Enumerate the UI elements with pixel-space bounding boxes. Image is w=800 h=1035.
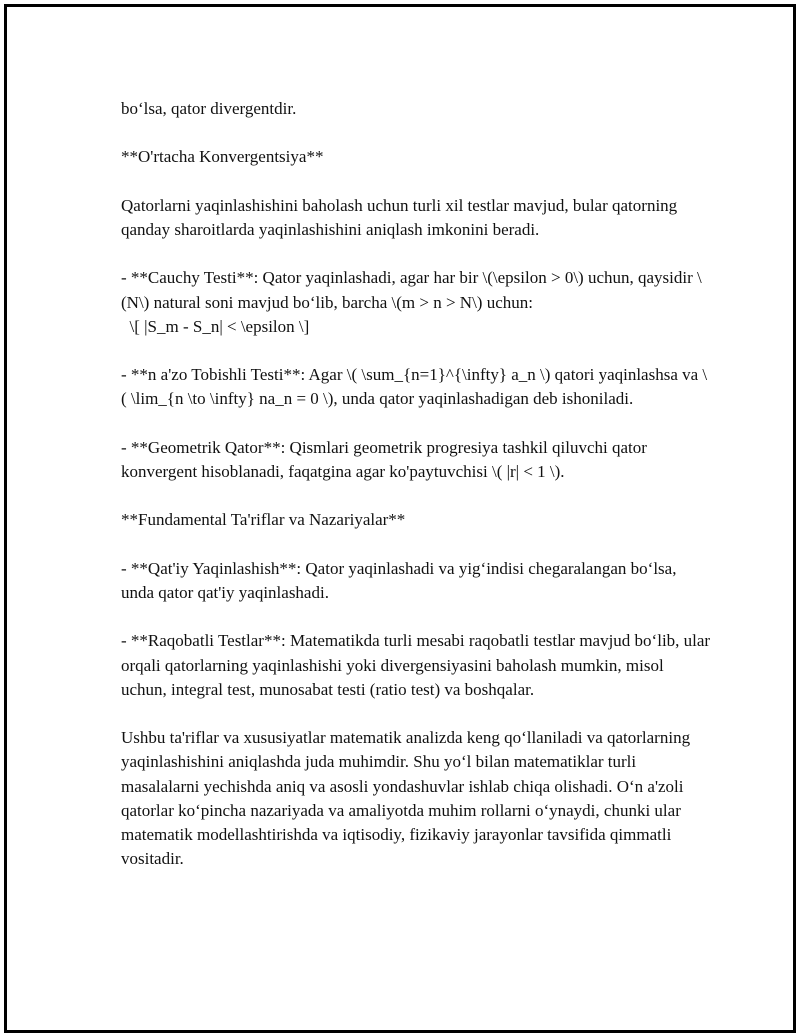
list-item-cauchy-test: - **Cauchy Testi**: Qator yaqinlashadi, agar har bir \(\epsilon > 0\) uchun, qaysidir \(N\) natural soni mavjud bo‘lib, barcha \(m > n > N\) uchun: \[ |S_m - S_n| < \epsilon \] <box>121 268 702 336</box>
page-frame <box>4 4 796 1033</box>
list-item-n-azo-test: - **n a'zo Tobishli Testi**: Agar \( \sum_{n=1}^{\infty} a_n \) qatori yaqinlashsa va \( \lim_{n \to \infty} na_n = 0 \), unda qator yaqinlashadigan deb ishoniladi. <box>121 365 708 409</box>
heading-ortacha-konvergentsiya: **O'rtacha Konvergentsiya** <box>121 147 324 167</box>
list-item-absolute-convergence: - **Qat'iy Yaqinlashish**: Qator yaqinlashadi va yig‘indisi chegaralangan bo‘lsa, unda qator qat'iy yaqinlashadi. <box>121 558 681 602</box>
list-item-comparison-tests: - **Raqobatli Testlar**: Matematikda turli mesabi raqobatli testlar mavjud bo‘lib, ular orqali qatorlarning yaqinlashishi yoki divergensiyasini baholash mumkin, misol uchun, integral test, munosabat testi (ratio test) va boshqalar. <box>121 631 715 699</box>
paragraph-divergent-ending: bo‘lsa, qator divergentdir. <box>121 99 297 118</box>
page-content <box>121 97 715 871</box>
paragraph-conclusion: Ushbu ta'riflar va xususiyatlar matematik analizda keng qo‘llaniladi va qatorlarning yaqinlashishini aniqlashda juda muhimdir. Shu yo‘l bilan matematiklar turli masalalarni yechishda aniq va asosli yondashuvlar ishlab chiqa olishadi. O‘n a'zoli qatorlar ko‘pincha nazariyada va amaliyotda muhim rollarni o‘ynaydi, chunki ular matematik modellashtirishda va iqtisodiy, fizikaviy jarayonlar tavsifida qimmatli vositadir. <box>121 728 695 869</box>
heading-fundamental-definitions: **Fundamental Ta'riflar va Nazariyalar** <box>121 510 406 530</box>
paragraph-tests-intro: Qatorlarni yaqinlashishini baholash uchun turli xil testlar mavjud, bular qatorning qanday sharoitlarda yaqinlashishini aniqlash imkonini beradi. <box>121 195 682 239</box>
list-item-geometric-series: - **Geometrik Qator**: Qismlari geometrik progresiya tashkil qiluvchi qator konvergent hisoblanadi, faqatgina agar ko'paytuvchisi \( |r| < 1 \). <box>121 437 652 481</box>
